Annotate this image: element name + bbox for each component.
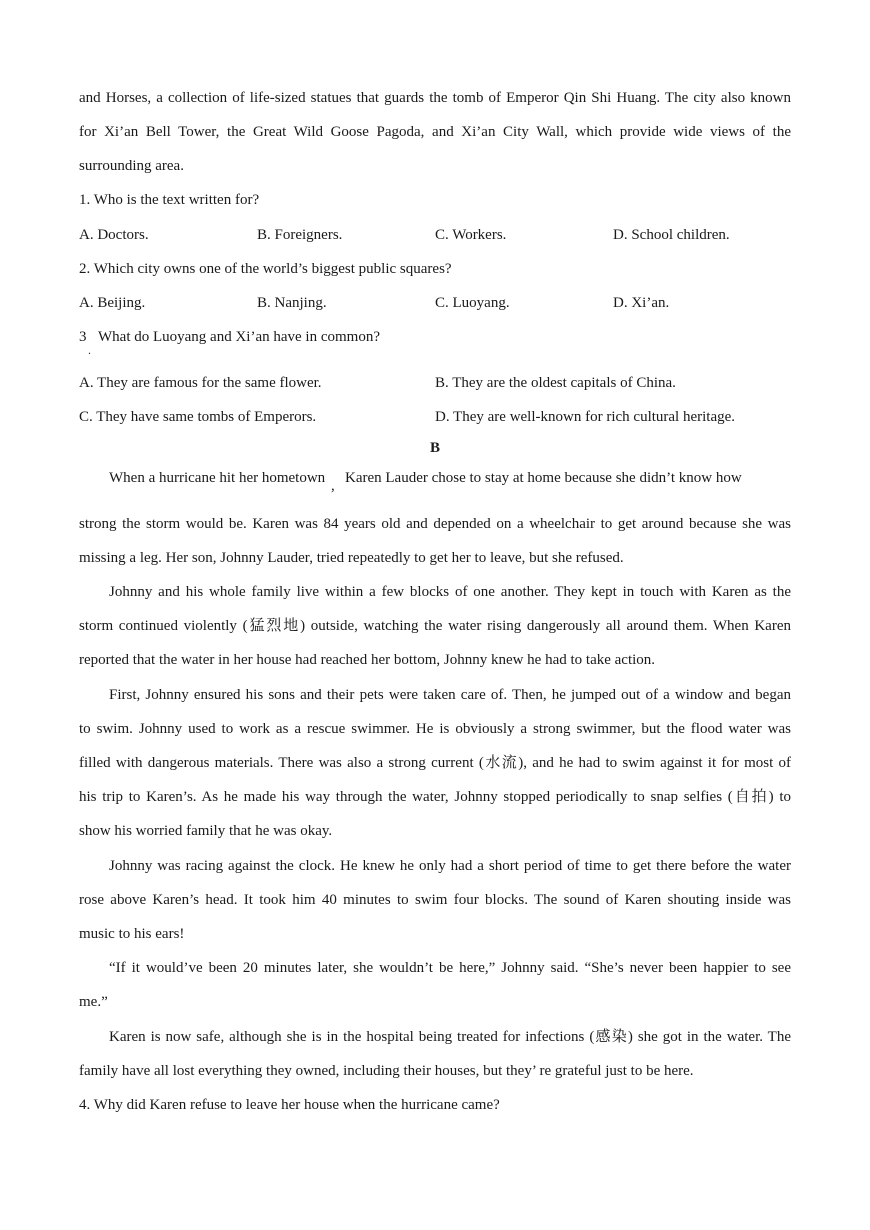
section-b-line-13: music to his ears! bbox=[79, 926, 185, 942]
question-3-option-d: D. They are well-known for rich cultural heritage. bbox=[435, 409, 736, 425]
section-b-p1-part-1: When a hurricane hit her hometown bbox=[109, 470, 326, 486]
section-b-line-4: storm continued violently (猛烈地) outside, watching the water rising dangerously all around them. When Karen bbox=[79, 618, 791, 634]
question-2-option-d: D. Xi’an. bbox=[613, 295, 670, 311]
section-b-line-9: his trip to Karen’s. As he made his way through the water, Johnny stopped periodically to snap selfies (自拍) to bbox=[79, 789, 791, 805]
question-1-stem: 1. Who is the text written for? bbox=[79, 192, 260, 208]
section-b-line-10: show his worried family that he was okay. bbox=[79, 823, 333, 839]
section-b-p1-part-2: Karen Lauder chose to stay at home because she didn’t know how bbox=[345, 470, 742, 486]
question-1-option-b: B. Foreigners. bbox=[257, 227, 343, 243]
question-2-option-b: B. Nanjing. bbox=[257, 295, 327, 311]
section-b-line-6: First, Johnny ensured his sons and their pets were taken care of. Then, he jumped out of a window and began bbox=[109, 687, 791, 703]
passage-a-line-3: surrounding area. bbox=[79, 158, 184, 174]
question-1-option-a: A. Doctors. bbox=[79, 227, 149, 243]
section-b-line-1: strong the storm would be. Karen was 84 years old and depended on a wheelchair to get around because she was bbox=[79, 516, 791, 532]
section-b-line-7: to swim. Johnny used to work as a rescue swimmer. He is obviously a strong swimmer, but the flood water was bbox=[79, 721, 791, 737]
section-b-line-8: filled with dangerous materials. There was also a strong current (水流), and he had to swim against it for most of bbox=[79, 755, 791, 771]
section-b-line-16: Karen is now safe, although she is in the hospital being treated for infections (感染) she got in the water. The bbox=[109, 1029, 791, 1045]
section-b-line-11: Johnny was racing against the clock. He knew he only had a short period of time to get there before the water bbox=[109, 858, 791, 874]
question-3-stem: What do Luoyang and Xi’an have in common? bbox=[98, 329, 380, 345]
question-1-option-d: D. School children. bbox=[613, 227, 730, 243]
section-b-line-15: me.” bbox=[79, 994, 108, 1010]
section-b-line-3: Johnny and his whole family live within a few blocks of one another. They kept in touch with Karen as the bbox=[109, 584, 791, 600]
question-2-option-a: A. Beijing. bbox=[79, 295, 146, 311]
section-b-line-14: “If it would’ve been 20 minutes later, she wouldn’t be here,” Johnny said. “She’s never been happier to see bbox=[109, 960, 791, 976]
section-b-line-12: rose above Karen’s head. It took him 40 minutes to swim four blocks. The sound of Karen shouting inside was bbox=[79, 892, 791, 908]
question-4-stem: 4. Why did Karen refuse to leave her house when the hurricane came? bbox=[79, 1097, 500, 1113]
section-b-line-5: reported that the water in her house had reached her bottom, Johnny knew he had to take action. bbox=[79, 652, 656, 668]
question-3-option-b: B. They are the oldest capitals of China. bbox=[435, 375, 676, 391]
section-b-line-17: family have all lost everything they owned, including their houses, but they’ re grateful just to be here. bbox=[79, 1063, 694, 1079]
question-3-number-dot: . bbox=[88, 343, 91, 357]
question-2-option-c: C. Luoyang. bbox=[435, 295, 510, 311]
question-1-option-c: C. Workers. bbox=[435, 227, 507, 243]
question-2-stem: 2. Which city owns one of the world’s biggest public squares? bbox=[79, 261, 452, 277]
question-3-option-a: A. They are famous for the same flower. bbox=[79, 375, 322, 391]
question-3-option-c: C. They have same tombs of Emperors. bbox=[79, 409, 317, 425]
section-b-p1-comma: , bbox=[331, 478, 335, 494]
passage-a-line-1: and Horses, a collection of life-sized statues that guards the tomb of Emperor Qin Shi Huang. The city also known bbox=[79, 90, 791, 106]
passage-a-line-2: for Xi’an Bell Tower, the Great Wild Goose Pagoda, and Xi’an City Wall, which provide wide views of the bbox=[79, 124, 791, 140]
section-b-line-2: missing a leg. Her son, Johnny Lauder, tried repeatedly to get her to leave, but she refused. bbox=[79, 550, 624, 566]
question-3-number: 3 bbox=[79, 329, 87, 345]
section-b-title: B bbox=[429, 440, 440, 456]
